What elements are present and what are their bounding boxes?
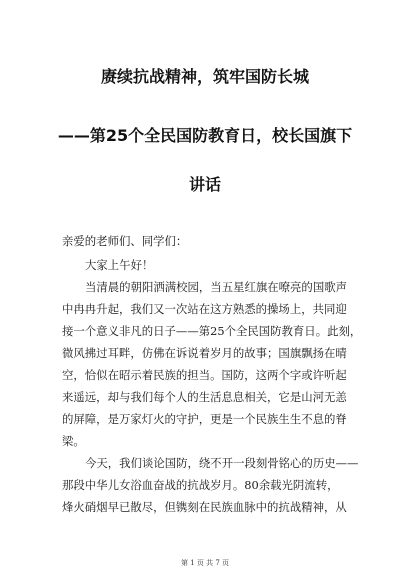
paragraph-1-line: 微风拂过耳畔，仿佛在诉说着岁月的故事；国旗飘扬在晴 xyxy=(62,346,347,360)
paragraph-1-line: 来遥远，却与我们每个人的生活息息相关，它是山河无恙 xyxy=(62,390,347,404)
paragraph-1-line: 空，恰似在昭示着民族的担当。国防，这两个字或许听起 xyxy=(62,368,347,382)
page-number-footer: 第 1 页 共 7 页 xyxy=(180,559,230,567)
paragraph-2-line: 今天，我们谈论国防，绕不开一段刻骨铭心的历史—— xyxy=(85,456,359,470)
paragraph-1-line: 当清晨的朝阳洒满校园，当五星红旗在嘹亮的国歌声 xyxy=(85,280,347,294)
document-subtitle: ——第25个全民国防教育日，校长国旗下 xyxy=(57,126,353,145)
paragraph-2-line: 烽火硝烟早已散尽，但镌刻在民族血脉中的抗战精神，从 xyxy=(62,500,347,514)
paragraph-1-line: 梁。 xyxy=(62,434,85,448)
document-body xyxy=(62,254,362,518)
salutation: 亲爱的老师们、同学们： xyxy=(62,234,188,248)
paragraph-1-line: 接一个意义非凡的日子——第25个全民国防教育日。此刻， xyxy=(62,324,362,338)
document-title: 赓续抗战精神，筑牢国防长城 xyxy=(100,67,309,86)
paragraph-1-line: 的屏障，是万家灯火的守护，更是一个民族生生不息的脊 xyxy=(62,412,347,426)
paragraph-2-line: 那段中华儿女浴血奋战的抗战岁月。80余载光阴流转， xyxy=(62,478,339,492)
paragraph-greeting-line: 大家上午好！ xyxy=(85,258,154,272)
document-subtitle-continuation: 讲话 xyxy=(188,175,221,194)
paragraph-1-line: 中冉冉升起，我们又一次站在这方熟悉的操场上，共同迎 xyxy=(62,302,347,316)
